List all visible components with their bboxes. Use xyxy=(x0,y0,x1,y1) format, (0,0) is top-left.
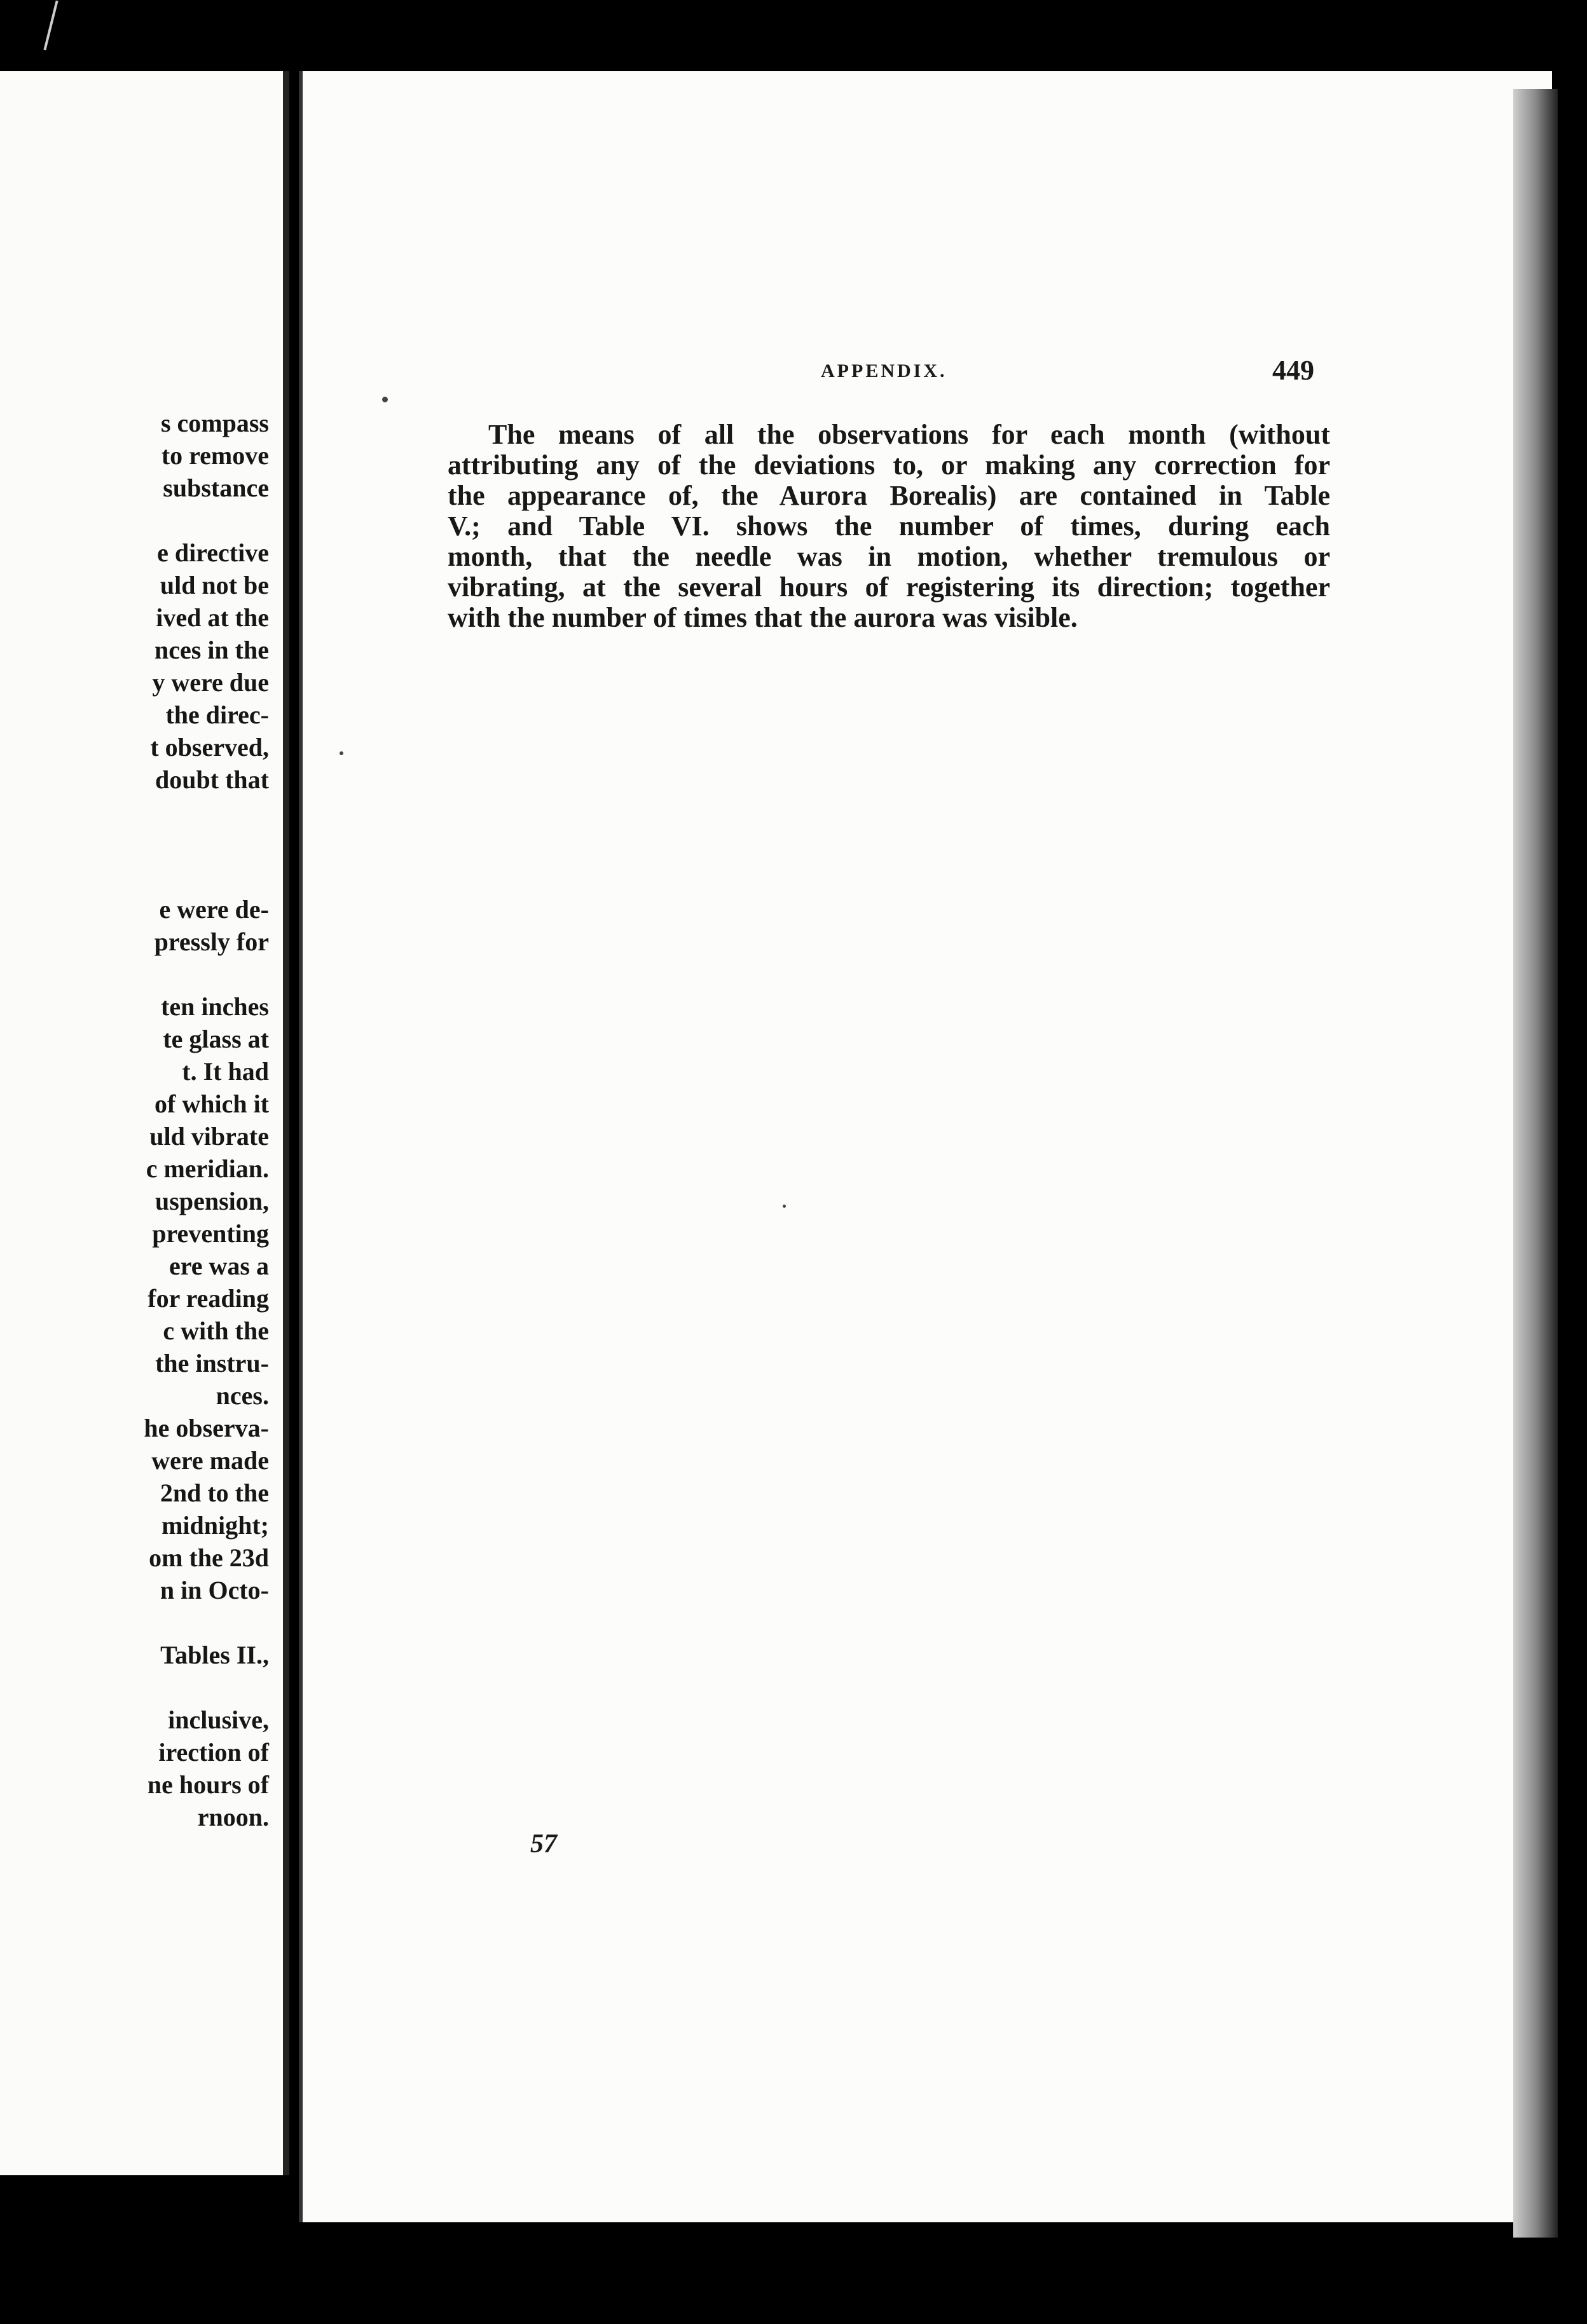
left-page-line: to remove xyxy=(161,441,269,470)
left-page-line: t observed, xyxy=(150,733,269,762)
page-number: 449 xyxy=(1272,355,1314,386)
left-page-line: nces in the xyxy=(155,636,269,664)
left-page-line: om the 23d xyxy=(149,1543,269,1572)
left-page-line: he observa- xyxy=(144,1414,269,1442)
left-page-line: ere was a xyxy=(169,1252,269,1280)
left-page-line: for reading xyxy=(148,1284,269,1313)
running-head: APPENDIX. xyxy=(821,360,947,381)
paragraph-line: the appearance of, the Aurora Borealis) are contained in Table xyxy=(448,480,1330,511)
left-page-line: c meridian. xyxy=(146,1154,269,1183)
left-page xyxy=(0,71,289,2175)
left-page-line: uld not be xyxy=(160,571,269,599)
left-page-line: midnight; xyxy=(161,1511,269,1540)
left-page-line: of which it xyxy=(155,1090,269,1118)
page-edge-shadow xyxy=(1513,89,1558,2238)
left-page-line: substance xyxy=(163,474,269,502)
left-page-line: uld vibrate xyxy=(149,1122,269,1151)
left-page-line: doubt that xyxy=(155,765,269,794)
left-page-line: the direc- xyxy=(165,701,269,729)
scan-scratch xyxy=(43,1,58,51)
left-page-line: ived at the xyxy=(156,603,269,632)
paragraph-line: attributing any of the deviations to, or making any correction for xyxy=(448,449,1330,481)
left-page-line: e were de- xyxy=(159,895,269,924)
ink-speck xyxy=(783,1205,786,1208)
left-page-line: nces. xyxy=(216,1381,269,1410)
left-page-line: preventing xyxy=(152,1219,269,1248)
paragraph-line: with the number of times that the aurora was visible. xyxy=(448,602,1078,633)
paragraph-line: The means of all the observations for each month (without xyxy=(488,419,1330,450)
paragraph-line: V.; and Table VI. shows the number of times, during each xyxy=(448,510,1330,542)
paragraph-line: month, that the needle was in motion, whether tremulous or xyxy=(448,541,1330,572)
left-page-line: were made xyxy=(151,1446,269,1475)
left-page-line: inclusive, xyxy=(168,1705,269,1734)
left-page-line: 2nd to the xyxy=(160,1479,269,1507)
left-page-line: rnoon. xyxy=(197,1803,269,1831)
left-page-line: y were due xyxy=(152,668,269,697)
left-page-line: c with the xyxy=(163,1316,269,1345)
left-page-line: t. It had xyxy=(182,1057,269,1086)
left-page-line: irection of xyxy=(158,1738,269,1767)
left-page-line: n in Octo- xyxy=(160,1576,269,1604)
left-page-line: e directive xyxy=(157,538,269,567)
left-page-line: s compass xyxy=(160,409,269,437)
left-page-line: Tables II., xyxy=(160,1641,269,1669)
left-page-line: the instru- xyxy=(155,1349,269,1377)
ink-speck xyxy=(382,397,388,402)
signature-mark: 57 xyxy=(530,1829,557,1859)
left-page-line: uspension, xyxy=(155,1187,269,1215)
right-page xyxy=(299,71,1552,2222)
ink-speck xyxy=(340,751,343,755)
left-page-line: ten inches xyxy=(161,992,269,1021)
left-page-line: pressly for xyxy=(154,927,269,956)
left-page-line: ne hours of xyxy=(147,1770,269,1799)
paragraph-line: vibrating, at the several hours of registering its direction; together xyxy=(448,571,1330,603)
left-page-line: te glass at xyxy=(163,1025,269,1053)
body-paragraph xyxy=(448,420,1330,633)
